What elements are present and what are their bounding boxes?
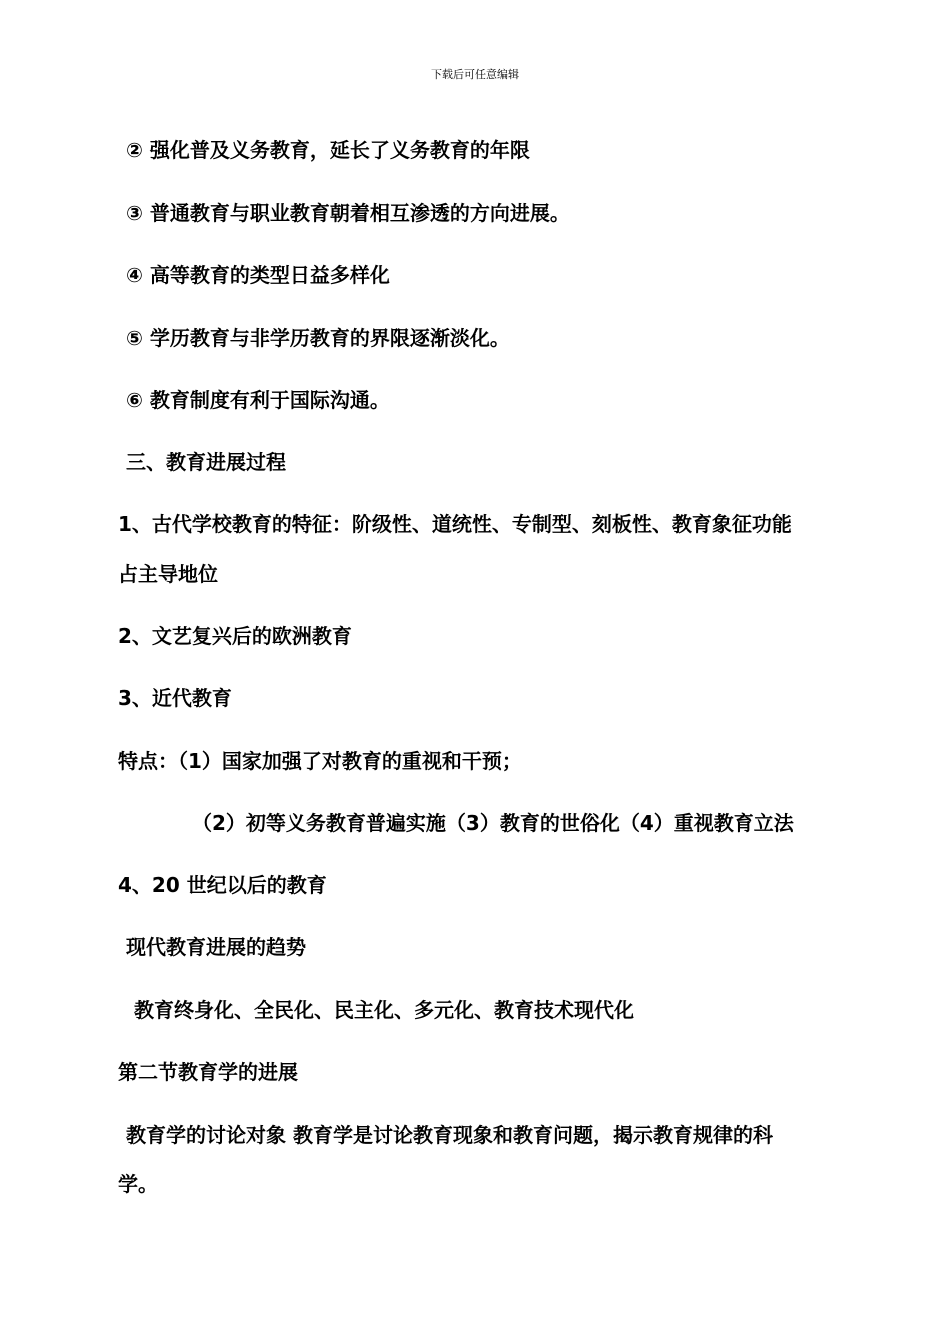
paragraph-line: 特点：（1）国家加强了对教育的重视和干预；: [118, 749, 522, 773]
list-item: ⑥ 教育制度有利于国际沟通。: [126, 388, 390, 412]
paragraph-line: （2）初等义务教育普遍实施（3）教育的世俗化（4）重视教育立法: [192, 811, 794, 835]
list-item: ④ 高等教育的类型日益多样化: [126, 263, 390, 287]
section-heading: 三、教育进展过程: [126, 450, 286, 474]
section-heading: 第二节教育学的进展: [118, 1060, 298, 1084]
paragraph-line: 现代教育进展的趋势: [126, 935, 306, 959]
paragraph-line: 3、近代教育: [118, 686, 232, 710]
list-item: ③ 普通教育与职业教育朝着相互渗透的方向进展。: [126, 201, 570, 225]
list-item: ⑤ 学历教育与非学历教育的界限逐渐淡化。: [126, 326, 510, 350]
paragraph-line: 1、古代学校教育的特征：阶级性、道统性、专制型、刻板性、教育象征功能: [118, 512, 792, 536]
paragraph-line: 4、20 世纪以后的教育: [118, 873, 327, 897]
paragraph-line: 学。: [118, 1172, 158, 1196]
paragraph-line: 教育学的讨论对象 教育学是讨论教育现象和教育问题，揭示教育规律的科: [126, 1123, 773, 1147]
paragraph-line: 2、文艺复兴后的欧洲教育: [118, 624, 352, 648]
list-item: ② 强化普及义务教育，延长了义务教育的年限: [126, 138, 530, 162]
paragraph-line: 占主导地位: [118, 562, 218, 586]
page-header: 下载后可任意编辑: [431, 68, 519, 81]
paragraph-line: 教育终身化、全民化、民主化、多元化、教育技术现代化: [134, 998, 634, 1022]
